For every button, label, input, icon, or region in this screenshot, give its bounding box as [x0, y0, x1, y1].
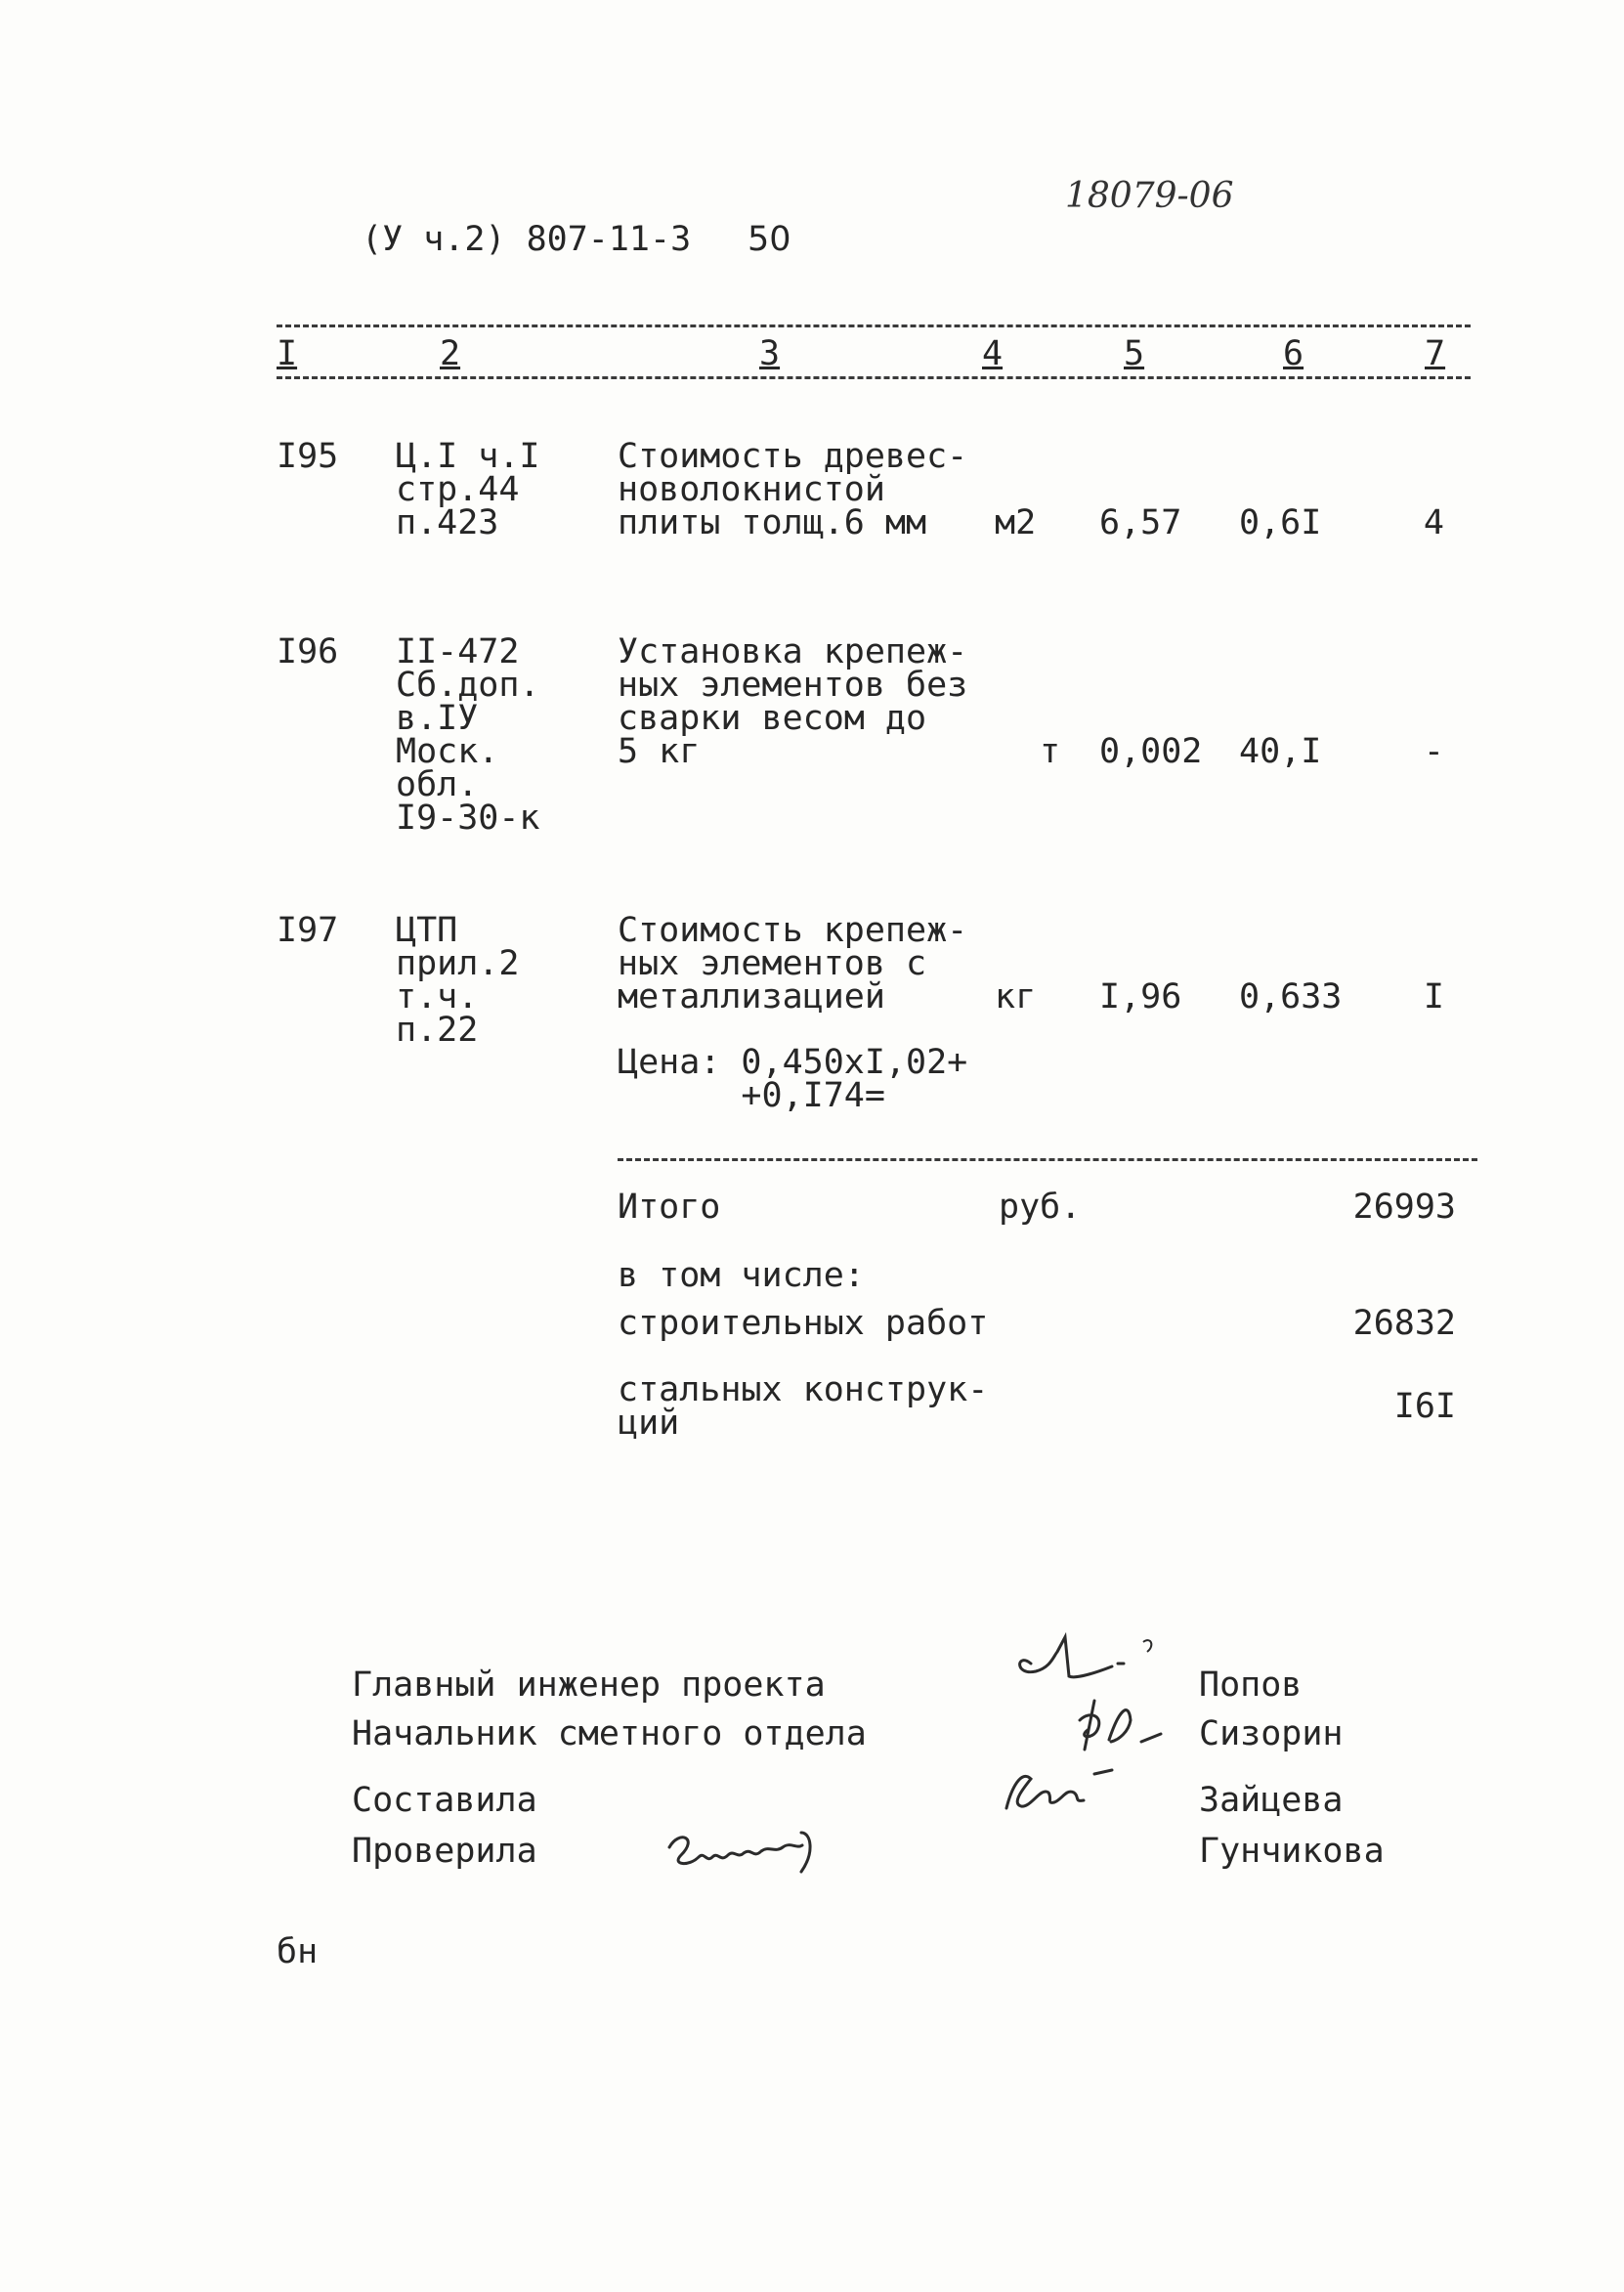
row-number: I95: [277, 437, 339, 476]
row-unit: т: [1040, 732, 1061, 771]
checked-by-label: Проверила: [352, 1832, 537, 1871]
head-department-label: Начальник сметного отдела: [352, 1714, 867, 1753]
row-unit: кг: [995, 977, 1037, 1016]
construction-label: строительных работ: [618, 1304, 989, 1343]
col-header-2: 2: [440, 334, 461, 373]
row-quantity: 0,002: [1099, 732, 1203, 771]
col-header-7: 7: [1425, 334, 1446, 373]
row-quantity: I,96: [1099, 977, 1182, 1016]
header-bottom-rule: [277, 376, 1471, 379]
chief-engineer-label: Главный инженер проекта: [352, 1665, 826, 1705]
row-reference: II-472 Сб.доп. в.IУ Моск. обл. I9-30-к: [396, 632, 540, 838]
footer-mark: бн: [277, 1932, 319, 1971]
document-code: (У ч.2) 807-11-3: [362, 220, 692, 259]
row-total: -: [1423, 732, 1444, 771]
signature-gunchikova: [655, 1818, 850, 1886]
handwritten-document-number: 18079-06: [1065, 176, 1234, 216]
steel-label: стальных конструк- ций: [618, 1370, 989, 1443]
row-description: Стоимость крепеж- ных элементов с металлизацией: [618, 911, 968, 1016]
row-total: 4: [1423, 503, 1444, 542]
row-total: I: [1423, 977, 1444, 1016]
chief-engineer-name: Попов: [1199, 1665, 1303, 1705]
checked-by-name: Гунчикова: [1199, 1832, 1385, 1871]
totals-value: 26993: [1352, 1188, 1456, 1227]
row-reference: ЦТП прил.2 т.ч. п.22: [396, 911, 520, 1050]
row-number: I96: [277, 632, 339, 671]
row-price: 0,6I: [1239, 503, 1322, 542]
totals-unit: руб.: [999, 1188, 1082, 1227]
row-unit: м2: [995, 503, 1037, 542]
steel-value: I6I: [1393, 1387, 1456, 1426]
col-header-1: I: [277, 334, 298, 373]
col-header-5: 5: [1124, 334, 1145, 373]
signature-zaitseva: [987, 1754, 1153, 1823]
col-header-3: 3: [759, 334, 781, 373]
row-price: 0,633: [1239, 977, 1343, 1016]
col-header-4: 4: [982, 334, 1004, 373]
totals-label: Итого: [618, 1188, 721, 1227]
row-price: 40,I: [1239, 732, 1322, 771]
row-number: I97: [277, 911, 339, 950]
row-quantity: 6,57: [1099, 503, 1182, 542]
header-top-rule: [277, 324, 1471, 327]
row-description: Установка крепеж- ных элементов без сварки весом до 5 кг: [618, 632, 968, 771]
totals-rule: [618, 1158, 1477, 1161]
page-number: 50: [748, 220, 791, 259]
signature-sizorin: [1065, 1681, 1182, 1759]
compiled-by-name: Зайцева: [1199, 1781, 1344, 1820]
col-header-6: 6: [1283, 334, 1304, 373]
compiled-by-label: Составила: [352, 1781, 537, 1820]
row-reference: Ц.I ч.I стр.44 п.423: [396, 437, 540, 542]
row-description: Стоимость древес- новолокнистой плиты толщ.6 мм: [618, 437, 968, 542]
including-label: в том числе:: [618, 1256, 865, 1295]
construction-value: 26832: [1352, 1304, 1456, 1343]
head-department-name: Сизорин: [1199, 1714, 1344, 1753]
row-price-note: Цена: 0,450хI,02+ +0,I74=: [618, 1043, 968, 1115]
